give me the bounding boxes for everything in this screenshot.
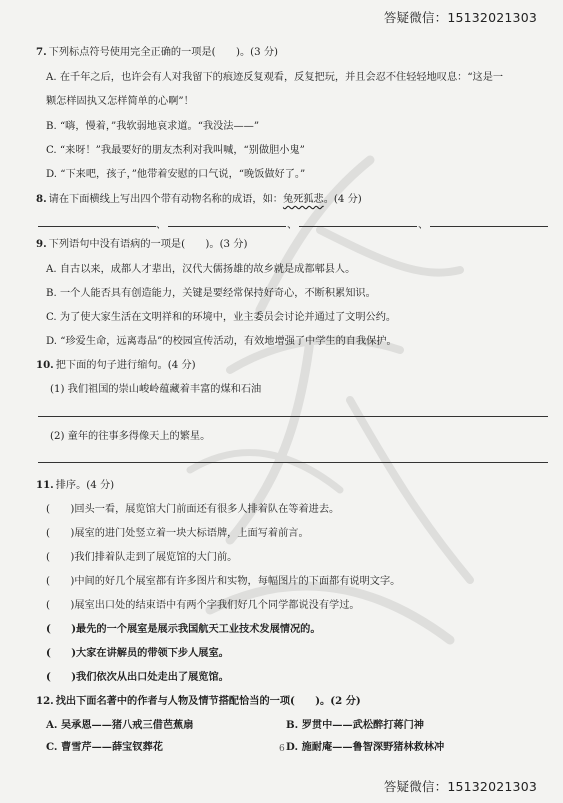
question-12-number: 12. [36, 695, 54, 707]
question-7-number: 7. [36, 46, 47, 58]
answer-blank-8-3[interactable] [299, 226, 417, 227]
question-7-option-d: D. “下来吧，孩子，”他带着安慰的口气说，“晚饭做好了。” [46, 169, 306, 180]
question-12-option-b: B. 罗贯中——武松醉打蒋门神 [286, 719, 424, 731]
question-8-example: 兔死狐悲 [282, 194, 324, 205]
question-10-number: 10. [36, 359, 54, 371]
page-number: 6 [279, 744, 285, 754]
answer-blank-8-4[interactable] [430, 226, 548, 227]
ordering-item-2[interactable]: ( )展室的进门处竖立着一块大标语牌，上面写着前言。 [46, 528, 309, 539]
question-7-option-c: C. “来呀！”我最要好的朋友杰利对我叫喊，“别做胆小鬼” [46, 145, 305, 156]
question-7-option-a-line2: 颗怎样固执又怎样简单的心啊”！ [46, 96, 194, 107]
ordering-item-4[interactable]: ( )中间的好几个展室都有许多图片和实物，每幅图片的下面都有说明文字。 [46, 576, 401, 587]
blank-separator: 、 [287, 220, 298, 231]
blank-separator: 、 [418, 220, 429, 231]
question-7-stem: 7. 下列标点符号使用完全正确的一项是( )。(3 分) [36, 46, 279, 58]
footer-contact-wechat: 答疑微信：15132021303 [383, 779, 537, 794]
question-9-stem: 9. 下列语句中没有语病的一项是( )。(3 分) [36, 238, 248, 250]
question-12-option-c: C. 曹雪芹——薛宝钗葬花 [46, 741, 163, 753]
ordering-item-7[interactable]: ( )大家在讲解员的带领下步人展室。 [46, 647, 229, 659]
question-11-number: 11. [36, 479, 54, 491]
ordering-item-1[interactable]: ( )回头一看，展览馆大门前面还有很多人排着队在等着进去。 [46, 504, 340, 515]
question-12-stem: 12. 找出下面名著中的作者与人物及情节搭配恰当的一项( )。(2 分) [36, 695, 361, 707]
question-9-option-d: D. “珍爱生命，远离毒品”的校园宣传活动，有效地增强了中学生的自我保护。 [46, 336, 397, 347]
question-11-stem: 11. 排序。(4 分) [36, 479, 115, 491]
question-8-number: 8. [36, 193, 47, 205]
answer-line-10-1[interactable] [38, 416, 548, 417]
header-contact-wechat: 答疑微信：15132021303 [383, 10, 537, 25]
question-10-item-1: (1) 我们祖国的崇山峻岭蕴藏着丰富的煤和石油 [50, 384, 262, 395]
ordering-item-5[interactable]: ( )展室出口处的结束语中有两个字我们好几个同学都说没有学过。 [46, 600, 360, 611]
question-7-option-a-line1: A. 在千年之后，也许会有人对我留下的痕迹反复观看，反复把玩，并且会忍不住轻轻地叹息：“这是一 [46, 72, 504, 83]
answer-blank-8-1[interactable] [38, 226, 156, 227]
question-9-option-a: A. 自古以来，成都人才辈出，汉代大儒扬雄的故乡就是成都郫县人。 [46, 264, 356, 275]
question-9-option-b: B. 一个人能否具有创造能力，关键是要经常保持好奇心，不断积累知识。 [46, 288, 376, 299]
blank-separator: 、 [156, 220, 167, 231]
ordering-item-3[interactable]: ( )我们排着队走到了展览馆的大门前。 [46, 552, 238, 563]
ordering-item-6[interactable]: ( )最先的一个展室是展示我国航天工业技术发展情况的。 [46, 623, 321, 635]
ordering-item-8[interactable]: ( )我们依次从出口处走出了展览馆。 [46, 671, 229, 683]
answer-line-10-2[interactable] [38, 462, 548, 463]
question-8-stem: 8. 请在下面横线上写出四个带有动物名称的成语，如：兔死狐悲。(4 分) [36, 193, 362, 205]
question-10-stem: 10. 把下面的句子进行缩句。(4 分) [36, 359, 196, 371]
question-10-item-2: (2) 童年的往事多得像天上的繁星。 [50, 431, 211, 442]
question-12-option-a: A. 吴承恩——猪八戒三借芭蕉扇 [46, 719, 194, 731]
answer-blank-8-2[interactable] [168, 226, 286, 227]
question-9-option-c: C. 为了使大家生活在文明祥和的环境中，业主委员会讨论并通过了文明公约。 [46, 312, 397, 323]
question-9-number: 9. [36, 238, 47, 250]
question-7-option-b: B. “嗨，慢着，”我软弱地哀求道。“我没法——” [46, 121, 260, 132]
question-12-option-d: D. 施耐庵——鲁智深野猪林救林冲 [286, 741, 445, 753]
